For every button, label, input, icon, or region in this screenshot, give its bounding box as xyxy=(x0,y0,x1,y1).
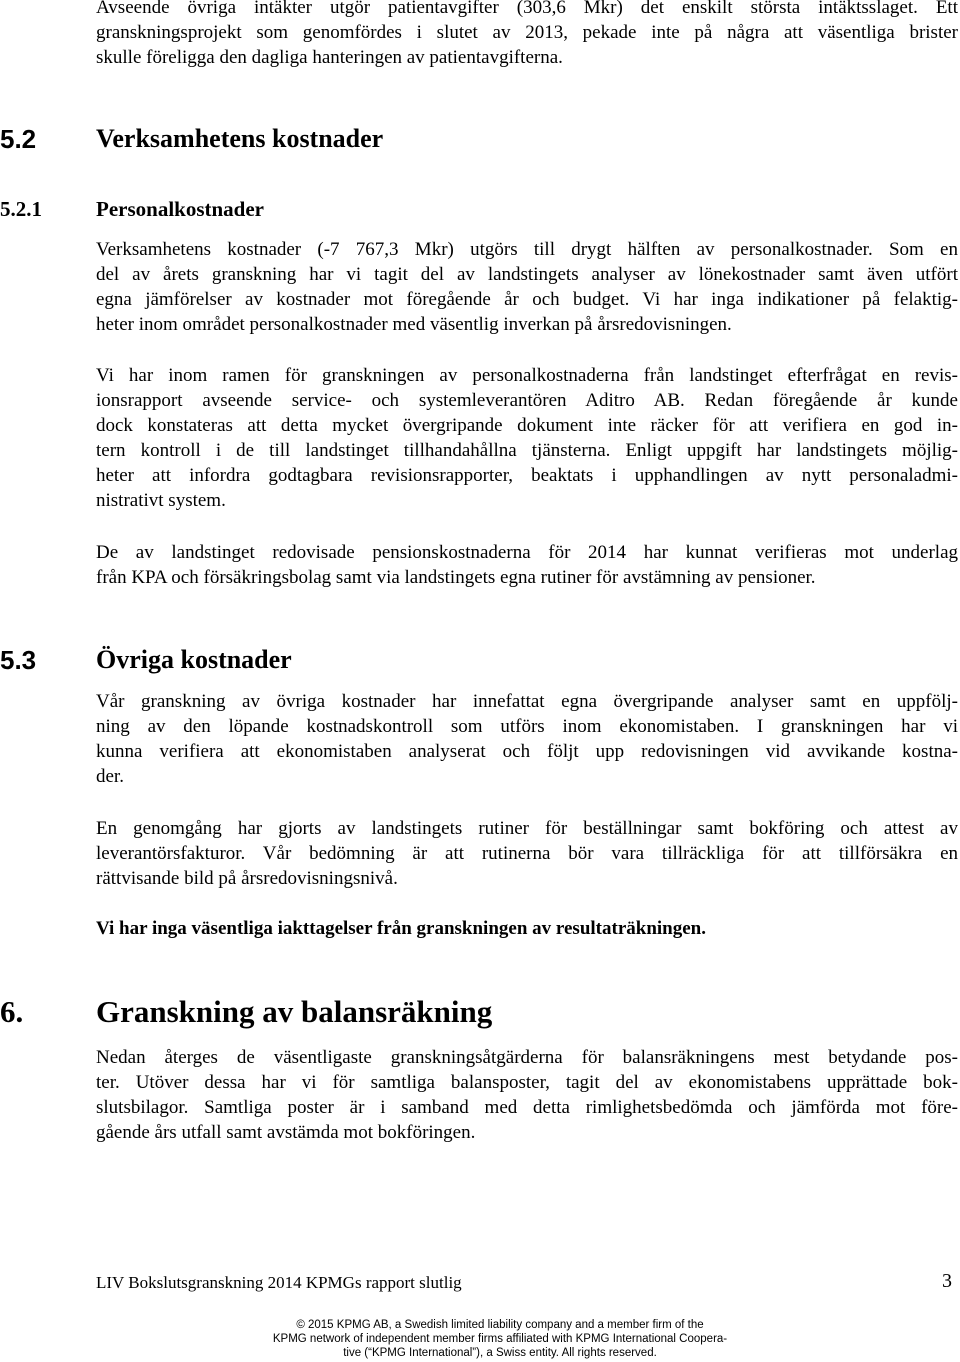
text-line: En genomgång har gjorts av landstingets rutiner för beställningar samt bokföring och attest av xyxy=(96,818,958,839)
page-number: 3 xyxy=(942,1270,952,1292)
text-line: Vi har inom ramen för granskningen av personalkostnaderna från landstinget efterfrågat en revis- xyxy=(96,365,958,386)
text-line: Vår granskning av övriga kostnader har innefattat egna övergripande analyser samt en uppfölj- xyxy=(96,691,958,712)
footer-document-title: LIV Bokslutsgranskning 2014 KPMGs rapport slutlig xyxy=(96,1273,462,1292)
text-line: kunna verifiera att ekonomistaben analyserat och följt upp redovisningen vid avvikande kostna- xyxy=(96,741,958,762)
text-line: ter. Utöver dessa har vi för samtliga balansposter, tagit del av ekonomistabens upprättade bok- xyxy=(96,1072,958,1093)
section-number: 5.3 xyxy=(0,645,37,675)
text-line: ning av den löpande kostnadskontroll som utförs inom ekonomistaben. I granskningen har vi xyxy=(96,716,958,737)
income-statement-conclusion xyxy=(96,916,958,941)
text-line: leverantörsfakturor. Vår bedömning är att rutinerna bör vara tillräckliga för att tillförsäkra en xyxy=(96,843,958,864)
personnel-paragraph-2 xyxy=(96,363,958,513)
section-title: Övriga kostnader xyxy=(96,645,292,674)
personnel-paragraph-1 xyxy=(96,237,958,337)
text-line: nistrativt system. xyxy=(96,490,226,511)
copyright-line: tive (“KPMG International”), a Swiss entity. All rights reserved. xyxy=(343,1347,657,1359)
text-line: gående års utfall samt avstämda mot bokföringen. xyxy=(96,1122,476,1143)
section-title: Personalkostnader xyxy=(96,197,264,221)
personnel-paragraph-3 xyxy=(96,540,958,590)
text-line: ionsrapport avseende service- och systemleverantören Aditro AB. Redan föregående år kunde xyxy=(96,390,958,411)
copyright-line: KPMG network of independent member firms affiliated with KPMG International Coopera- xyxy=(272,1333,728,1345)
text-line: Nedan återges de väsentligaste granskningsåtgärderna för balansräkningens mest betydande pos- xyxy=(96,1047,958,1068)
other-costs-paragraph-1 xyxy=(96,689,958,789)
text-line: heter inom området personalkostnader med väsentlig inverkan på årsredovisningen. xyxy=(96,314,732,335)
intro-paragraph xyxy=(96,0,958,70)
text-line: del av årets granskning har vi tagit del av landstingets analyser av lönekostnader samt även utfört xyxy=(96,264,958,285)
section-title: Verksamhetens kostnader xyxy=(96,124,384,153)
text-line: tern kontroll i de till landstinget tillhandahållna tjänsterna. Enligt uppgift har landstingets möjlig- xyxy=(96,440,958,461)
text-line: rättvisande bild på årsredovisningsnivå. xyxy=(96,868,398,889)
section-number: 5.2.1 xyxy=(0,197,42,221)
text-line: granskningsprojekt som genomfördes i slutet av 2013, pekade inte på några att väsentliga brister xyxy=(96,22,958,43)
text-line: från KPA och försäkringsbolag samt via landstingets egna rutiner för avstämning av pensioner. xyxy=(96,567,816,588)
text-line: skulle föreligga den dagliga hanteringen av patientavgifterna. xyxy=(96,47,563,68)
copyright-notice xyxy=(240,1318,760,1360)
text-line: slutsbilagor. Samtliga poster är i samband med detta rimlighetsbedömda och jämförda mot före- xyxy=(96,1097,958,1118)
other-costs-paragraph-2 xyxy=(96,816,958,891)
text-line: Verksamhetens kostnader (-7 767,3 Mkr) utgörs till drygt hälften av personalkostnader. Som en xyxy=(96,239,958,260)
text-line: De av landstinget redovisade pensionskostnaderna för 2014 har kunnat verifieras mot underlag xyxy=(96,542,958,563)
section-number: 5.2 xyxy=(0,124,37,154)
text-line: der. xyxy=(96,766,124,787)
text-line: Avseende övriga intäkter utgör patientavgifter (303,6 Mkr) det enskilt största intäktsslaget. Ett xyxy=(96,0,958,18)
copyright-line: © 2015 KPMG AB, a Swedish limited liability company and a member firm of the xyxy=(296,1319,704,1331)
text-line: heter att infordra godtagbara revisionsrapporter, beaktats i upphandlingen av nytt personaladmi- xyxy=(96,465,958,486)
text-line: Vi har inga väsentliga iakttagelser från granskningen av resultaträkningen. xyxy=(96,918,706,939)
section-title: Granskning av balansräkning xyxy=(96,994,493,1029)
text-line: egna jämförelser av kostnader mot föregående år och budget. Vi har inga indikationer på felaktig- xyxy=(96,289,958,310)
section-number: 6. xyxy=(0,994,24,1029)
text-line: dock konstateras att detta mycket övergripande dokument inte räcker för att verifiera en god in- xyxy=(96,415,958,436)
balance-sheet-paragraph xyxy=(96,1045,958,1145)
